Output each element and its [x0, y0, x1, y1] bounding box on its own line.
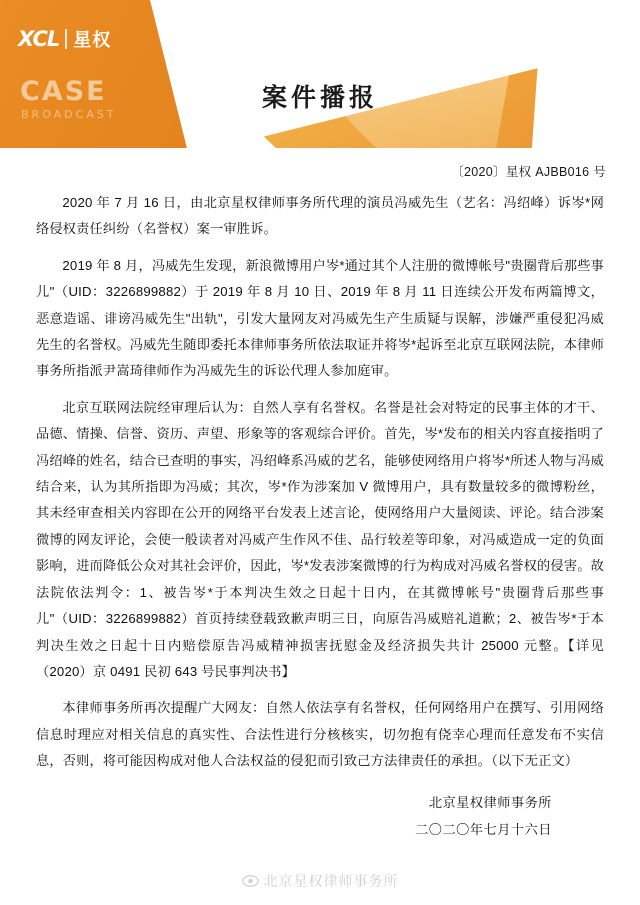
banner-graphic — [0, 0, 640, 148]
firm-logo — [18, 26, 111, 52]
paragraph: 2019 年 8 月，冯威先生发现，新浪微博用户岑*通过其个人注册的微博帐号"贵圈背后那些事儿"（UID：3226899882）于 2019 年 8 月 10 日、2019 年 8 月 11 日连续公开发布两篇博文，恶意造谣、诽谤冯威先生"出轨"，引发大量网友对冯威先生产生质疑与误解，涉嫌严重侵犯冯威先生的名誉权。冯威先生随即委托本律师事务所依法取证并将岑*起诉至北京互联网法院，本律师事务所指派尹嵩琦律师作为冯威先生的诉讼代理人参加庭审。 — [36, 257, 604, 379]
document-body — [36, 190, 604, 844]
weibo-eye-icon — [242, 874, 259, 888]
logo-label: 星权 — [73, 30, 112, 50]
paragraph: 2020 年 7 月 16 日，由北京星权律师事务所代理的演员冯威先生（艺名：冯绍峰）诉岑*网络侵权责任纠纷（名誉权）案一审胜诉。 — [36, 195, 604, 237]
paragraph: 本律师事务所再次提醒广大网友：自然人依法享有名誉权，任何网络用户在撰写、引用网络信息时理应对相关信息的真实性、合法性进行分核核实，切勿抱有侥幸心理而任意发布不实信息，否则，将可能因构成对他人合法权益的侵犯而引致己方法律责任的承担。（以下无正文） — [36, 700, 604, 769]
header-banner — [0, 0, 640, 148]
banner-broadcast-word: BROADCAST — [21, 108, 117, 121]
logo-monogram-icon: XCL — [18, 27, 60, 51]
banner-case-word: CASE — [20, 76, 107, 107]
signature-block — [36, 789, 552, 844]
signature-date: 二〇二〇年七月十六日 — [415, 822, 552, 838]
watermark — [0, 871, 640, 891]
paragraph: 北京互联网法院经审理后认为：自然人享有名誉权。名誉是社会对特定的民事主体的才干、品德、情操、信誉、资历、声望、形象等的客观综合评价。首先，岑*发布的相关内容直接指明了冯绍峰的姓名，结合已查明的事实，冯绍峰系冯威的艺名，能够使网络用户将岑*所述人物与冯威结合来，认为其所指即为冯威；其次，岑*作为涉案加 V 微博用户，具有数量较多的微博粉丝，其未经审查相关内容即在公开的网络平台发表上述言论，使网络用户大量阅读、评论。结合涉案微博的网友评论，会使一般读者对冯威产生作风不佳、品行较差等印象，对冯威造成一定的负面影响，进而降低公众对其社会评价，因此，岑*发表涉案微博的行为构成对冯威名誉权的侵害。故法院依法判令：1、被告岑*于本判决生效之日起十日内，在其微博帐号"贵圈背后那些事儿"（UID：3226899882）首页持续登载致歉声明三日，向原告冯威赔礼道歉；2、被告岑*于本判决生效之日起十日内赔偿原告冯威精神损害抚慰金及经济损失共计 25000 元整。【详见（2020）京 0491 民初 643 号民事判决书】 — [36, 399, 604, 679]
logo-divider — [65, 29, 67, 49]
document-number: 〔2020〕星权 AJBB016 号 — [451, 165, 606, 179]
page-title: 案件播报 — [261, 84, 378, 112]
watermark-text: 北京星权律师事务所 — [263, 873, 399, 889]
signature-firm: 北京星权律师事务所 — [428, 794, 552, 810]
